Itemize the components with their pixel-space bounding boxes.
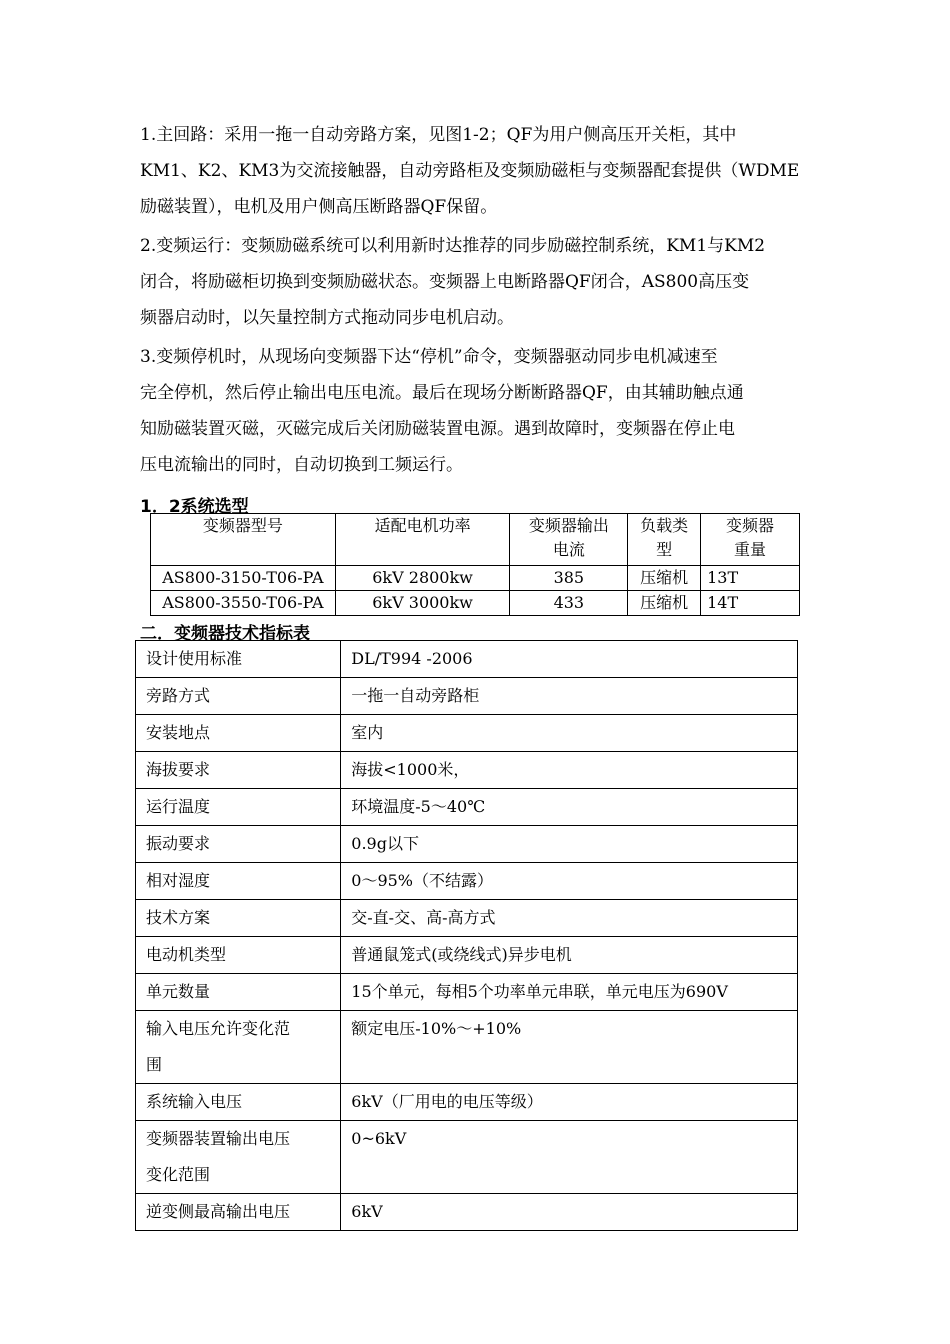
paragraph-vfd-stop [140,339,820,483]
text-line: 3.变频停机时，从现场向变频器下达“停机”命令，变频器驱动同步电机减速至 [140,347,718,367]
spec-label: 系统输入电压 [136,1084,341,1121]
cell-output-current: 385 [510,566,628,591]
spec-value: 6kV [341,1194,798,1231]
spec-value: 0～95%（不结露） [341,863,798,900]
header-cell-model: 变频器型号 [151,514,336,566]
spec-value: 0.9g以下 [341,826,798,863]
header-cell-motor-power: 适配电机功率 [335,514,510,566]
spec-value: 交-直-交、高-高方式 [341,900,798,937]
spec-label: 相对湿度 [136,863,341,900]
text-line: KM1、K2、KM3为交流接触器，自动旁路柜及变频励磁柜与变频器配套提供（WDME [140,161,800,181]
table-row [136,678,798,715]
spec-label: 变频器装置输出电压 变化范围 [136,1121,341,1194]
table-row [136,974,798,1011]
cell-output-current: 433 [510,591,628,616]
spec-label: 旁路方式 [136,678,341,715]
cell-model: AS800-3150-T06-PA [151,566,336,591]
paragraph-main-circuit [140,117,820,225]
text-line: 闭合，将励磁柜切换到变频励磁状态。变频器上电断路器QF闭合，AS800高压变 [140,272,750,292]
cell-motor-power: 6kV 3000kw [335,591,510,616]
table-row [136,752,798,789]
cell-model: AS800-3550-T06-PA [151,591,336,616]
spec-label: 技术方案 [136,900,341,937]
section-heading-selection: 1．2系统选型 [140,497,249,517]
text-line: 压电流输出的同时，自动切换到工频运行。 [140,455,463,475]
spec-label: 振动要求 [136,826,341,863]
spec-label: 海拔要求 [136,752,341,789]
cell-load-type: 压缩机 [628,591,701,616]
header-cell-weight: 变频器 重量 [701,514,800,566]
specs-table [135,640,798,1231]
spec-label: 电动机类型 [136,937,341,974]
text-line: 励磁装置），电机及用户侧高压断路器QF保留。 [140,197,498,217]
table-row [136,1084,798,1121]
spec-value: 一拖一自动旁路柜 [341,678,798,715]
cell-load-type: 压缩机 [628,566,701,591]
table-row [151,591,800,616]
table-row [136,1194,798,1231]
text-line: 2.变频运行：变频励磁系统可以利用新时达推荐的同步励磁控制系统，KM1与KM2 [140,236,766,256]
spec-value: 0~6kV [341,1121,798,1194]
table-row [151,566,800,591]
table-row [136,1121,798,1194]
paragraph-vfd-operation [140,228,820,336]
header-cell-output-current: 变频器输出 电流 [510,514,628,566]
text-line: 完全停机，然后停止输出电压电流。最后在现场分断断路器QF，由其辅助触点通 [140,383,744,403]
spec-value: 普通鼠笼式(或绕线式)异步电机 [341,937,798,974]
spec-value: 海拔<1000米， [341,752,798,789]
table-row [136,937,798,974]
text-line: 频器启动时，以矢量控制方式拖动同步电机启动。 [140,308,514,328]
cell-weight: 14T [701,591,800,616]
table-row [136,1011,798,1084]
text-line: 1.主回路：采用一拖一自动旁路方案，见图1-2；QF为用户侧高压开关柜，其中 [140,125,737,145]
section-heading-specs: 二．变频器技术指标表 [140,624,310,644]
table-header-row [151,514,800,566]
spec-value: 6kV（厂用电的电压等级） [341,1084,798,1121]
spec-value: 环境温度-5～40℃ [341,789,798,826]
spec-value: DL/T994 -2006 [341,641,798,678]
spec-label: 运行温度 [136,789,341,826]
spec-label: 单元数量 [136,974,341,1011]
cell-motor-power: 6kV 2800kw [335,566,510,591]
spec-label: 安装地点 [136,715,341,752]
spec-label: 输入电压允许变化范 围 [136,1011,341,1084]
table-row [136,789,798,826]
spec-value: 室内 [341,715,798,752]
table-row [136,641,798,678]
spec-label: 逆变侧最高输出电压 [136,1194,341,1231]
spec-value: 15个单元，每相5个功率单元串联，单元电压为690V [341,974,798,1011]
table-row [136,863,798,900]
header-cell-load-type: 负载类 型 [628,514,701,566]
selection-table [150,513,800,616]
table-row [136,715,798,752]
table-row [136,826,798,863]
cell-weight: 13T [701,566,800,591]
table-row [136,900,798,937]
spec-label: 设计使用标准 [136,641,341,678]
text-line: 知励磁装置灭磁，灭磁完成后关闭励磁装置电源。遇到故障时，变频器在停止电 [140,419,735,439]
spec-value: 额定电压-10%～+10% [341,1011,798,1084]
